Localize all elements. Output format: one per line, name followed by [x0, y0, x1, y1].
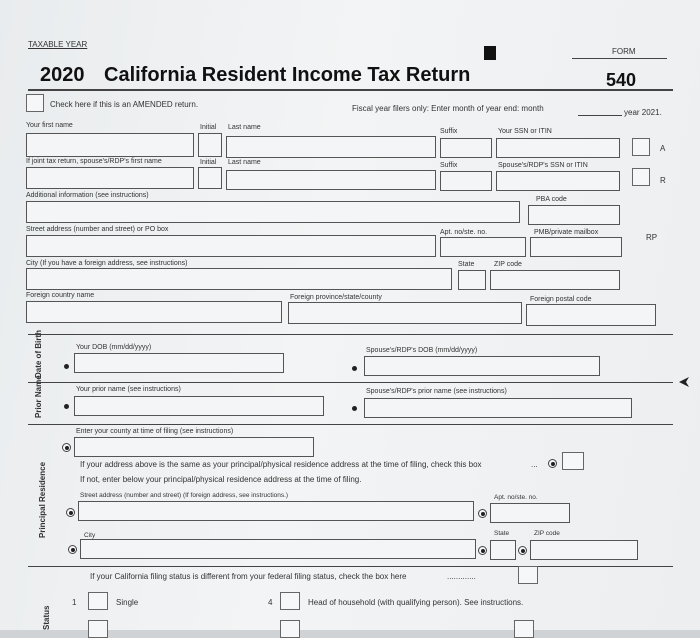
last-name-input[interactable] — [226, 136, 436, 158]
form-number: 540 — [606, 70, 637, 90]
section-rule-4 — [28, 566, 673, 567]
page-title: California Resident Income Tax Return — [104, 64, 471, 86]
county-label: Enter your county at time of filing (see instructions) — [76, 428, 234, 435]
spouse-first-name-input[interactable] — [26, 167, 194, 189]
last-name-label: Last name — [228, 124, 261, 131]
suffix-label: Suffix — [440, 128, 458, 135]
fiscal-month-line[interactable] — [578, 115, 622, 116]
first-name-label: Your first name — [26, 122, 73, 129]
prior-name-bullet — [64, 404, 69, 409]
spouse-last-name-label: Last name — [228, 159, 261, 166]
residence-street-label: Street address (number and street) (If foreign address, see instructions.) — [80, 492, 289, 499]
first-name-input[interactable] — [26, 133, 194, 157]
side-label-rp: RP — [646, 233, 658, 242]
mouse-cursor-icon — [678, 376, 690, 388]
taxable-year-label: TAXABLE YEAR — [28, 40, 88, 49]
filing-status-side-label: Status — [42, 605, 51, 630]
side-label-r: R — [660, 176, 666, 185]
state-input[interactable] — [458, 270, 486, 290]
residence-apt-input[interactable] — [490, 503, 570, 523]
your-dob-label: Your DOB (mm/dd/yyyy) — [76, 344, 152, 351]
pba-code-input[interactable] — [528, 205, 620, 225]
spouse-prior-name-input[interactable] — [364, 398, 632, 418]
residence-street-input[interactable] — [78, 501, 474, 521]
ssn-label: Your SSN or ITIN — [498, 128, 552, 135]
residence-state-radio[interactable] — [478, 546, 487, 555]
spouse-suffix-input[interactable] — [440, 171, 492, 191]
spouse-suffix-label: Suffix — [440, 162, 458, 169]
residence-city-radio[interactable] — [68, 545, 77, 554]
state-label: State — [458, 261, 475, 268]
ssn-input[interactable] — [496, 138, 620, 158]
residence-city-label: City — [84, 532, 96, 539]
foreign-postal-label: Foreign postal code — [530, 296, 592, 303]
county-input[interactable] — [74, 437, 314, 457]
residence-state-input[interactable] — [490, 540, 516, 560]
dob-side-label: Date of Birth — [34, 330, 43, 378]
additional-info-input[interactable] — [26, 201, 520, 223]
pba-code-label: PBA code — [536, 196, 567, 203]
residence-street-radio[interactable] — [66, 508, 75, 517]
apt-label: Apt. no/ste. no. — [440, 229, 488, 236]
same-address-label: If your address above is the same as your principal/physical residence address at the time of filing, check this box — [80, 460, 482, 469]
different-status-checkbox[interactable] — [518, 566, 538, 584]
residence-apt-label: Apt. no/ste. no. — [494, 494, 538, 501]
county-radio[interactable] — [62, 443, 71, 452]
initial-label: Initial — [200, 124, 217, 131]
foreign-province-label: Foreign province/state/county — [290, 294, 382, 301]
spouse-first-name-label: If joint tax return, spouse's/RDP's first name — [26, 158, 162, 165]
principal-residence-side-label: Principal Residence — [38, 461, 47, 538]
same-address-dots: ... — [531, 460, 538, 469]
your-prior-name-label: Your prior name (see instructions) — [76, 386, 181, 393]
street-address-input[interactable] — [26, 235, 436, 257]
spouse-prior-name-label: Spouse's/RDP's prior name (see instructions) — [366, 388, 507, 395]
foreign-country-label: Foreign country name — [26, 292, 95, 299]
spouse-ssn-input[interactable] — [496, 171, 620, 191]
next-status-checkbox-3[interactable] — [514, 620, 534, 638]
side-label-a: A — [660, 144, 666, 153]
your-prior-name-input[interactable] — [74, 396, 324, 416]
tax-year: 2020 — [40, 64, 85, 86]
city-label: City (If you have a foreign address, see instructions) — [26, 260, 188, 267]
head-of-household-checkbox[interactable] — [280, 592, 300, 610]
pmb-input[interactable] — [530, 237, 622, 257]
foreign-province-input[interactable] — [288, 302, 522, 324]
checkbox-a[interactable] — [632, 138, 650, 156]
different-status-dots: ............. — [447, 572, 476, 581]
spouse-prior-name-bullet — [352, 406, 357, 411]
different-status-label: If your California filing status is different from your federal filing status, check the box here — [90, 572, 407, 581]
foreign-postal-input[interactable] — [526, 304, 656, 326]
street-address-label: Street address (number and street) or PO box — [26, 226, 169, 233]
same-address-radio[interactable] — [548, 459, 557, 468]
head-of-household-label: Head of household (with qualifying person). See instructions. — [308, 598, 524, 607]
prior-name-side-label: Prior Name — [34, 375, 43, 418]
residence-zip-input[interactable] — [530, 540, 638, 560]
section-rule-1 — [28, 334, 673, 335]
residence-state-label: State — [494, 530, 510, 537]
spouse-last-name-input[interactable] — [226, 170, 436, 190]
spouse-dob-bullet — [352, 366, 357, 371]
spouse-initial-label: Initial — [200, 159, 217, 166]
residence-zip-radio[interactable] — [518, 546, 527, 555]
form-label: FORM — [612, 47, 636, 56]
section-rule-3 — [28, 424, 673, 425]
additional-info-label: Additional information (see instructions) — [26, 192, 149, 199]
apt-input[interactable] — [440, 237, 526, 257]
scan-marker — [484, 46, 496, 60]
option1-number: 1 — [72, 598, 77, 607]
your-dob-input[interactable] — [74, 353, 284, 373]
single-label: Single — [116, 598, 139, 607]
same-address-checkbox[interactable] — [562, 452, 584, 470]
residence-zip-label: ZIP code — [534, 530, 560, 537]
initial-input[interactable] — [198, 133, 222, 157]
single-checkbox[interactable] — [88, 592, 108, 610]
fiscal-year-suffix: year 2021. — [624, 108, 662, 117]
zip-label: ZIP code — [494, 261, 522, 268]
section-rule-2 — [28, 382, 673, 383]
next-status-checkbox-1[interactable] — [88, 620, 108, 638]
spouse-dob-label: Spouse's/RDP's DOB (mm/dd/yyyy) — [366, 347, 478, 354]
header-rule — [28, 89, 673, 91]
spouse-ssn-label: Spouse's/RDP's SSN or ITIN — [498, 162, 588, 169]
dob-bullet — [64, 364, 69, 369]
spouse-initial-input[interactable] — [198, 167, 222, 189]
fiscal-label: Fiscal year filers only: Enter month of year end: month — [352, 104, 544, 113]
residence-apt-radio[interactable] — [478, 509, 487, 518]
residence-city-input[interactable] — [80, 539, 476, 559]
form-rule — [572, 58, 667, 59]
foreign-country-input[interactable] — [26, 301, 282, 323]
option4-number: 4 — [268, 598, 273, 607]
not-same-label: If not, enter below your principal/physical residence address at the time of filing. — [80, 475, 362, 484]
pmb-label: PMB/private mailbox — [534, 229, 599, 236]
suffix-input[interactable] — [440, 138, 492, 158]
checkbox-r[interactable] — [632, 168, 650, 186]
next-status-checkbox-2[interactable] — [280, 620, 300, 638]
amended-checkbox[interactable] — [26, 94, 44, 112]
spouse-dob-input[interactable] — [364, 356, 600, 376]
amended-label: Check here if this is an AMENDED return. — [50, 100, 199, 109]
zip-input[interactable] — [490, 270, 620, 290]
city-input[interactable] — [26, 268, 452, 290]
